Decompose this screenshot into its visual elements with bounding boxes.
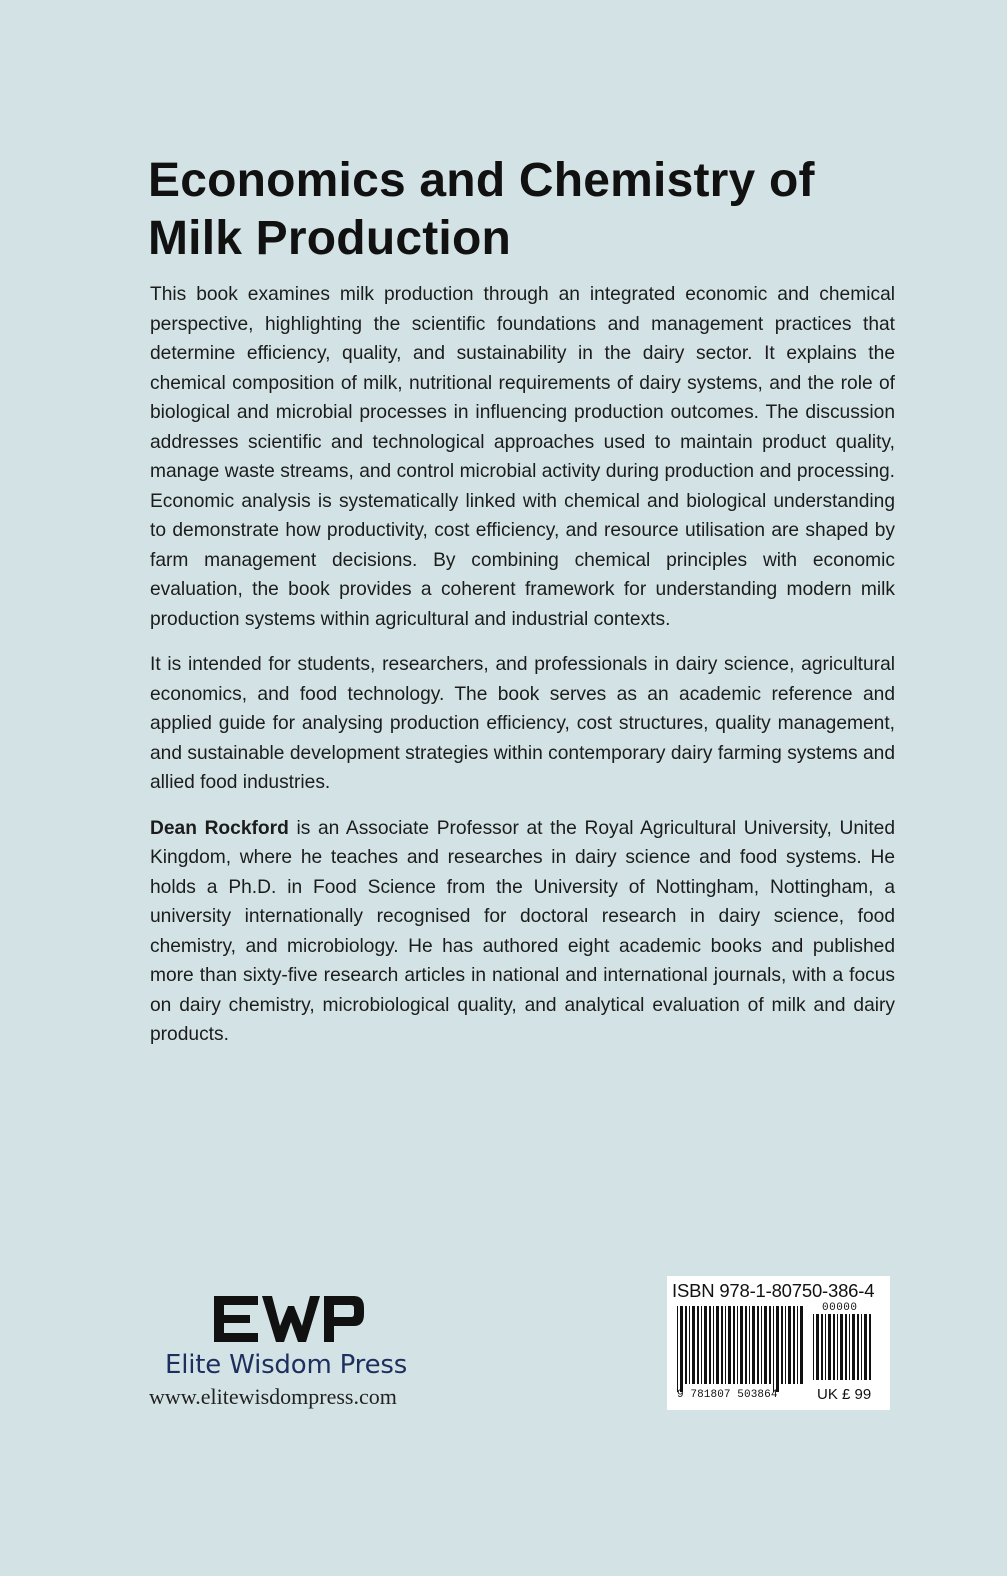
barcode-bar [816, 1314, 819, 1380]
barcode-addon-digits: 00000 [822, 1302, 858, 1314]
barcode-bar [761, 1306, 762, 1384]
barcode-bar [849, 1314, 850, 1380]
barcode-bar [689, 1306, 690, 1384]
book-title-line-2: Milk Production [148, 212, 511, 265]
barcode-bar [828, 1314, 831, 1380]
barcode-panel [667, 1276, 890, 1410]
author-bio-text: is an Associate Professor at the Royal Agricultural University, United Kingdom, where he teaches and researches in dairy science and food systems. He holds a Ph.D. in Food Science from the University of Nottingham, Nottingham, a university internationally recognised for doctoral research in dairy science, food chemistry, and microbiology. He has authored eight academic books and published more than sixty-five research articles in national and international journals, with a focus on dairy chemistry, microbiological quality, and analytical evaluation of milk and dairy products. [150, 817, 895, 1045]
barcode-bar [769, 1306, 771, 1384]
barcode-bar [773, 1306, 774, 1392]
barcode-bar [785, 1306, 786, 1384]
barcode-bar [677, 1306, 678, 1392]
barcode-bar [733, 1306, 735, 1384]
barcode-bar [776, 1306, 779, 1392]
barcode-bar [813, 1314, 814, 1380]
barcode-bar [852, 1314, 855, 1380]
barcode-bar [800, 1306, 803, 1384]
isbn-label: ISBN 978-1-80750-386-4 [672, 1280, 875, 1301]
barcode-bar [864, 1314, 867, 1380]
barcode-bar [797, 1306, 798, 1384]
barcode-bar [725, 1306, 726, 1384]
barcode-bar [709, 1306, 711, 1384]
ewp-logo-icon [214, 1292, 364, 1344]
barcode-bar [740, 1306, 743, 1384]
barcode-bar [749, 1306, 750, 1384]
barcode-bar [680, 1306, 683, 1392]
barcode-bar [757, 1306, 759, 1384]
barcode-bar [685, 1306, 687, 1384]
barcode-bar [716, 1306, 719, 1384]
barcode-bar [737, 1306, 738, 1384]
barcode-bar [764, 1306, 767, 1384]
barcode-bar [692, 1306, 695, 1384]
barcode-bar [821, 1314, 823, 1380]
barcode-bar [697, 1306, 699, 1384]
blurb-paragraph-2: It is intended for students, researchers, and professionals in dairy science, agricultural economics, and food technology. The book serves as an academic reference and applied guide for analysing production efficiency, cost structures, quality management, and sustainable development strategies within contemporary dairy farming systems and allied food industries. [150, 654, 895, 793]
barcode-bar [833, 1314, 835, 1380]
barcode-bar [845, 1314, 847, 1380]
barcode-bar [713, 1306, 714, 1384]
ean-barcode-icon [677, 1306, 803, 1392]
addon-barcode-icon [813, 1314, 873, 1388]
barcode-bar [825, 1314, 826, 1380]
barcode-digits: 9 781807 503864 [677, 1389, 778, 1401]
barcode-bar [857, 1314, 859, 1380]
barcode-bar [704, 1306, 707, 1384]
barcode-bar [869, 1314, 871, 1380]
author-bio [150, 814, 895, 1050]
price-label: UK £ 99 [817, 1386, 872, 1403]
barcode-bar [861, 1314, 862, 1380]
barcode-bar [837, 1314, 838, 1380]
blurb [150, 280, 895, 1066]
barcode-bar [781, 1306, 783, 1384]
barcode-bar [745, 1306, 747, 1384]
barcode-bar [840, 1314, 843, 1380]
author-name: Dean Rockford [150, 817, 289, 839]
blurb-paragraph-1: This book examines milk production through an integrated economic and chemical perspective, highlighting the scientific foundations and management practices that determine efficiency, quality, and sustainability in the dairy sector. It explains the chemical composition of milk, nutritional requirements of dairy systems, and the role of biological and microbial processes in influencing production outcomes. The discussion addresses scientific and technological approaches used to maintain product quality, manage waste streams, and control microbial activity during production and processing. Economic analysis is systematically linked with chemical and biological understanding to demonstrate how productivity, cost efficiency, and resource utilisation are shaped by farm management decisions. By combining chemical principles with economic evaluation, the book provides a coherent framework for understanding modern milk production systems within agricultural and industrial contexts. [150, 284, 895, 630]
book-title-line-1: Economics and Chemistry of [148, 154, 815, 207]
publisher-block [148, 1292, 438, 1410]
barcode-bar [701, 1306, 702, 1384]
publisher-name: Elite Wisdom Press [165, 1350, 408, 1380]
barcode-bar [752, 1306, 755, 1384]
barcode-bar [728, 1306, 731, 1384]
book-title [148, 152, 908, 268]
barcode-bar [793, 1306, 795, 1384]
barcode-bar [788, 1306, 791, 1384]
barcode-bar [721, 1306, 723, 1384]
publisher-url: www.elitewisdompress.com [149, 1384, 397, 1409]
